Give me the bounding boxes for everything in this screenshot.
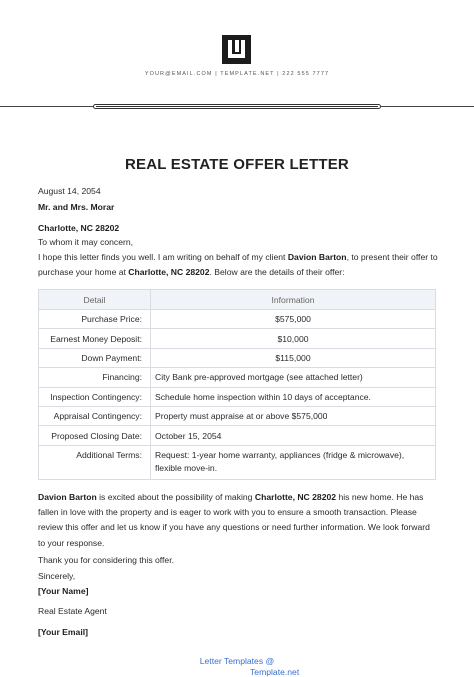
letter-templates-link[interactable]: Letter Templates (199, 656, 264, 666)
column-header-detail: Detail (39, 290, 151, 310)
header-divider-band (93, 104, 381, 109)
signoff: Sincerely, (38, 571, 76, 581)
information-cell: $115,000 (151, 348, 436, 367)
information-cell: City Bank pre-approved mortgage (see attached letter) (151, 368, 436, 387)
recipient-name: Mr. and Mrs. Morar (38, 202, 115, 212)
column-header-information: Information (151, 290, 436, 310)
letter-title: REAL ESTATE OFFER LETTER (125, 156, 349, 173)
information-cell: $10,000 (151, 329, 436, 348)
information-cell: Property must appraise at or above $575,000 (151, 406, 436, 425)
header-contact: YOUR@EMAIL.COM | TEMPLATE.NET | 222 555 7777 (144, 71, 330, 77)
closing-paragraph: Davion Barton is excited about the possibility of making Charlotte, NC 28202 his new home. He has fallen in love with the property and is eager to work with you to ensure a smooth transaction. Please review this offer and let us know if you have any questions or need further information. We look forward to your response. (38, 492, 430, 548)
footer-attribution: Letter Templates @ Template.net (199, 656, 300, 677)
company-logo (222, 35, 251, 64)
information-cell: October 15, 2054 (151, 426, 436, 445)
table-row (39, 406, 436, 425)
your-name: [Your Name] (38, 586, 89, 596)
thanks-line: Thank you for considering this offer. (38, 555, 174, 565)
detail-cell: Inspection Contingency: (39, 387, 151, 406)
detail-cell: Proposed Closing Date: (39, 426, 151, 445)
client-name: Davion Barton (287, 252, 347, 262)
information-cell: Request: 1-year home warranty, appliances (fridge & microwave), flexible move-in. (151, 445, 436, 479)
template-net-link[interactable]: Template.net (250, 667, 300, 677)
detail-cell: Earnest Money Deposit: (39, 329, 151, 348)
recipient-address: Charlotte, NC 28202 (38, 223, 120, 233)
information-cell: Schedule home inspection within 10 days of acceptance. (151, 387, 436, 406)
letter-date: August 14, 2054 (38, 186, 101, 196)
table-row (39, 387, 436, 406)
table-row (39, 368, 436, 387)
salutation: To whom it may concern, (38, 237, 134, 247)
detail-cell: Additional Terms: (39, 445, 151, 479)
offer-details-table (38, 289, 436, 480)
table-row (39, 329, 436, 348)
table-row (39, 445, 436, 479)
detail-cell: Purchase Price: (39, 310, 151, 329)
your-email: [Your Email] (38, 627, 88, 637)
property-address: Charlotte, NC 28202 (254, 492, 337, 502)
detail-cell: Down Payment: (39, 348, 151, 367)
information-cell: $575,000 (151, 310, 436, 329)
agent-role: Real Estate Agent (38, 606, 107, 616)
table-row (39, 310, 436, 329)
table-header-row (39, 290, 436, 310)
property-address: Charlotte, NC 28202 (128, 267, 210, 278)
detail-cell: Financing: (39, 368, 151, 387)
client-name: Davion Barton (38, 492, 97, 502)
table-row (39, 426, 436, 445)
intro-paragraph: I hope this letter finds you well. I am writing on behalf of my client Davion Barton, to present their offer to purchase your home at Charlotte, NC 28202. Below are the details of their offer: (38, 252, 438, 278)
table-row (39, 348, 436, 367)
detail-cell: Appraisal Contingency: (39, 406, 151, 425)
